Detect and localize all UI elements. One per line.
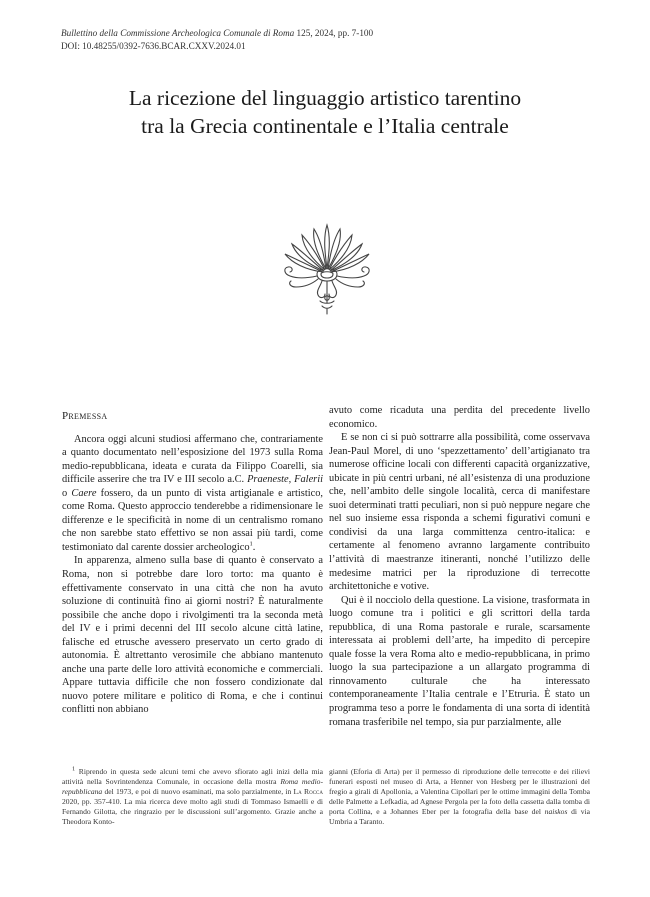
footnote-right: gianni (Eforia di Arta) per il permesso di riproduzione delle terrecotte e dei rilievi funerari esposti nel museo di Arta, a Henner von Hesberg per le illustrazioni del fregio a girali di Apollonia, a Valentina Cipollari per le ottime immagini della Tomba delle Palmette a Lefkadia, ad Agnese Pergola per la foto della cassetta dalla tomba di porta Collina, e a Johannes Eber per la fotografia della base del naiskos di via Umbria a Taranto.	[329, 767, 590, 827]
right-column	[329, 404, 590, 729]
running-header	[61, 27, 373, 52]
paragraph-3: avuto come ricaduta una perdita del precedente livello economico.	[329, 405, 590, 430]
footnote-left: $^1$ Riprendo in questa sede alcuni temi che avevo sfiorato agli inizi della mia attività nella Sovrintendenza Comunale, in occasione della mostra Roma medio-repubblicana del 1973, e poi di nuovo esaminati, ma solo parzialmente, in La Rocca 2020, pp. 357-410. La mia ricerca deve molto agli studi di Tommaso Ismaelli e di Fernando Gilotta, che ringrazio per le discussioni sull’argomento. Grazie anche a Theodora Konto-	[62, 765, 324, 827]
title-line-1: La ricezione del linguaggio artistico tarentino	[128, 86, 522, 110]
journal-issue: 125, 2024, pp. 7-100	[296, 28, 374, 38]
paragraph-5: Qui è il nocciolo della questione. La visione, trasformata in luogo comune tra i politici e gli scrittori della tarda repubblica, di una Roma pastorale e rurale, scarsamente interessata ai problemi dell’arte, ha impedito di percepire quale fosse la vera Roma alto e medio-repubblicana, in primo luogo la sua partecipazione a un allargato programma di rinnovamento culturale che ha interessato contemporaneamente l’Italia centrale e l’Etruria. È stato un programma teso a porre le fondamenta di una sorta di identità romana trasferibile nel tempo, sia pur parzialmente, alle	[329, 594, 590, 728]
article-title	[40, 84, 610, 140]
paragraph-4: E se non ci si può sottrarre alla possibilità, come osservava Jean-Paul Morel, di uno ‘spezzettamento’ dell’artigianato tra numerose officine locali con differenti capacità organizzative, ubicate in più centri urbani, né all’esistenza di una produzione che, nell’ambito delle singole località, cerca di manifestare suoi determinati tratti peculiari, non si può neppure negare che nel suo insieme essa risponda a schemi figurativi comuni e condivisi da una larga committenza centro-italica: e certamente al fenomeno avranno largamente contribuito l’attività di maestranze itineranti, nonché l’utilizzo delle medesime matrici per la riproduzione di terrecotte architettoniche e votive.	[329, 432, 590, 593]
footnote-ref[interactable]: 1	[249, 540, 253, 548]
left-column	[62, 410, 323, 717]
section-heading: Premessa	[62, 410, 108, 422]
title-line-2: tra la Grecia continentale e l’Italia centrale	[141, 114, 509, 138]
journal-name: Bullettino della Commissione Archeologica Comunale di Roma	[61, 28, 295, 38]
doi: DOI: 10.48255/0392-7636.BCAR.CXXV.2024.01	[61, 40, 246, 51]
paragraph-2: In apparenza, almeno sulla base di quanto è conservato a Roma, non si potrebbe dare loro torto: ma quanto è effettivamente conservato in una città che non ha avuto soluzione di continuità fino ai giorni nostri? È naturalmente possibile che anche dopo i rivolgimenti tra la seconda metà del IV e i primi decenni del III secolo alcune città latine, falische ed etrusche avessero preservato un certo grado di autonomia. È altrettanto verosimile che abbiano mantenuto anche una parte delle loro attività economiche e commerciali. Appare tuttavia difficile che non fossero condizionate dal nuovo potere militare e politico di Roma, e che i continui conflitti non abbiano	[62, 555, 323, 716]
palmette-ornament-icon	[276, 213, 378, 317]
paragraph-1: Ancora oggi alcuni studiosi affermano che, contrariamente a quanto documentato nell’esposizione del 1973 sulla Roma medio-repubblicana, ideata e curata da Filippo Coarelli, sia difficile asserire che tra IV e III secolo a.C. Praeneste, Falerii o Caere fossero, da un punto di vista artigianale e artistico, come Roma. Questo approccio tenderebbe a ridimensionare le differenze e le specificità in nome di un centralismo romano che non sarebbe stato effettivo se non assai più tardi, come testimoniato dal carente dossier archeologico$^1$.	[62, 433, 323, 553]
